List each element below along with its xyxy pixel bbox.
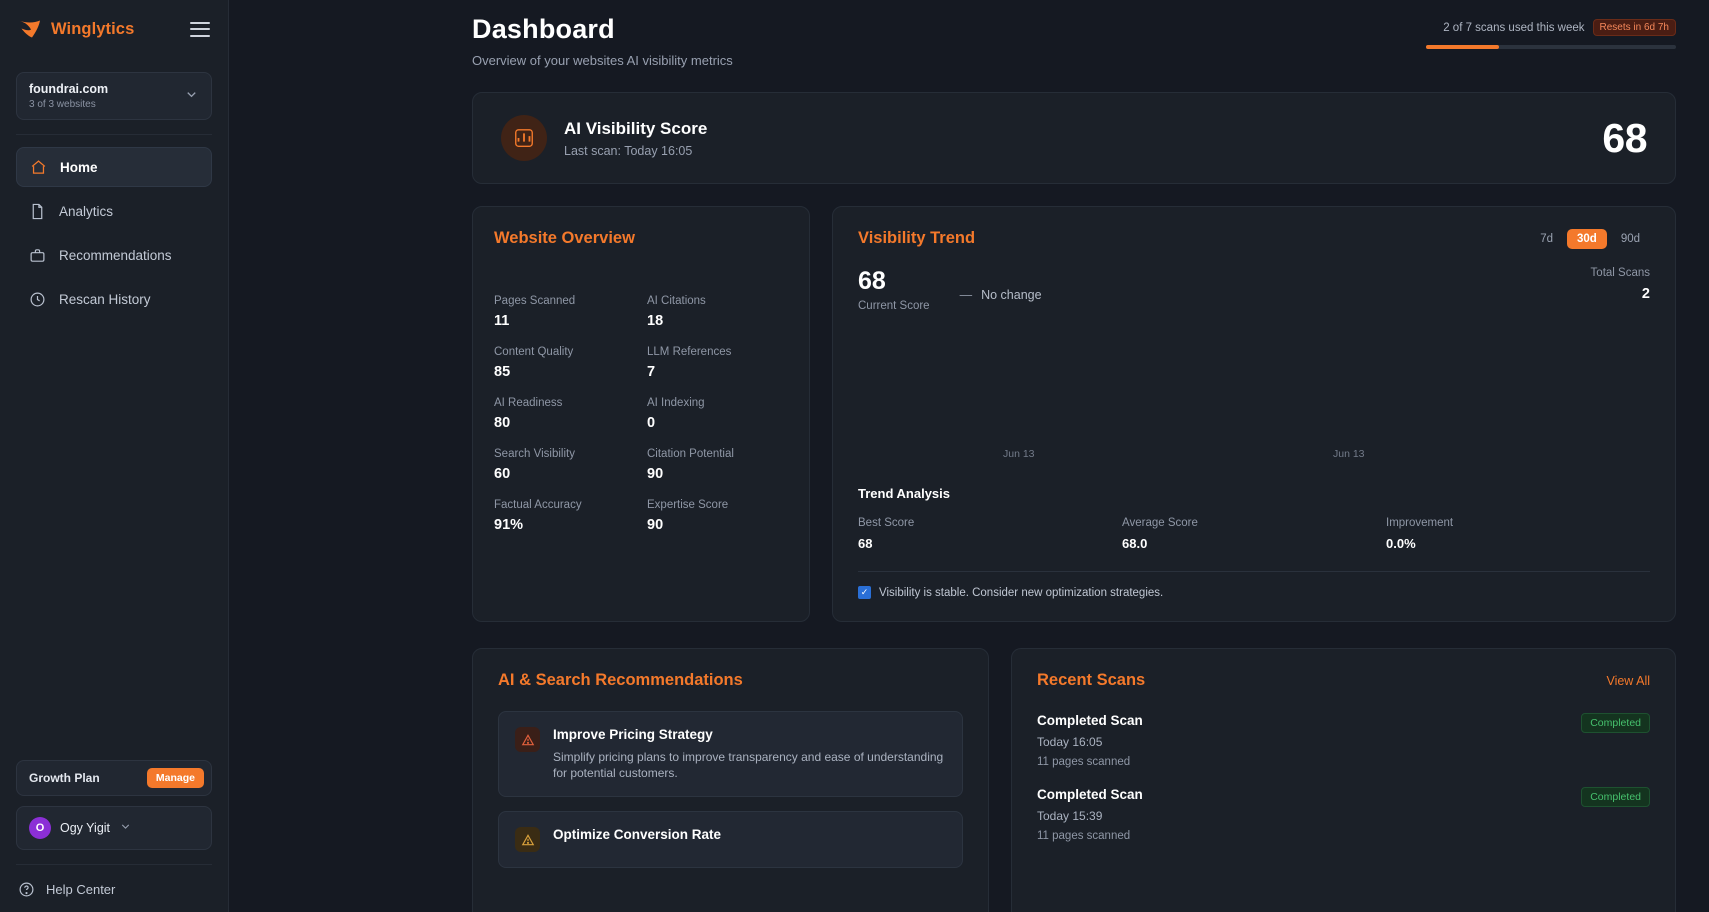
chevron-down-icon [119,820,132,836]
menu-toggle-icon[interactable] [190,22,210,37]
sidebar-item-label-home: Home [60,159,98,175]
sidebar-footer [0,760,228,912]
scan-row[interactable] [1037,787,1650,842]
clock-icon [29,291,46,308]
recommendations-card [472,648,989,912]
ta-label: Best Score [858,517,915,529]
trend-analysis-title: Trend Analysis [858,486,950,501]
trend-best-score [858,517,1122,551]
scan-row[interactable] [1037,713,1650,768]
help-center-link[interactable] [16,865,212,898]
score-title: AI Visibility Score [564,118,708,138]
bar-chart-icon [501,115,547,161]
website-overview-card [472,206,810,622]
sidebar-item-label-analytics: Analytics [59,203,114,219]
scan-title: Completed Scan [1037,787,1143,802]
metric-label: Expertise Score [647,499,729,511]
scan-quota [1426,19,1676,49]
range-tab-30d[interactable]: 30d [1567,229,1607,249]
website-count: 3 of 3 websites [29,99,96,110]
metric-label: Citation Potential [647,448,734,460]
home-icon [30,159,47,176]
metric-ai-indexing [647,397,788,431]
ta-value: 68 [858,536,873,551]
metric-citation-potential [647,448,788,482]
recent-scans-title: Recent Scans [1037,671,1146,689]
metric-value: 18 [647,313,664,329]
chevron-down-icon [184,87,199,105]
sidebar-header [0,0,228,58]
manage-plan-button[interactable]: Manage [147,768,204,788]
alert-triangle-icon [515,727,540,752]
trend-note-text: Visibility is stable. Consider new optimization strategies. [879,586,1164,599]
user-name: Ogy Yigit [60,821,111,835]
score-last-scan: Last scan: Today 16:05 [564,143,693,158]
scan-time: Today 15:39 [1037,809,1103,823]
scan-quota-bar-fill [1426,45,1499,49]
total-scans-value: 2 [1641,286,1650,302]
metric-pages-scanned [494,295,635,329]
page-title: Dashboard [472,14,615,44]
visibility-trend-title: Visibility Trend [858,229,976,247]
metric-value: 7 [647,364,656,380]
recommendation-desc: Simplify pricing plans to improve transparency and ease of understanding for potential customers. [553,750,944,780]
recommendation-item[interactable] [498,711,963,797]
sidebar-item-label-recommendations: Recommendations [59,247,172,263]
sidebar-nav [0,147,228,319]
dash-icon: — [959,288,973,302]
page-header [229,0,1709,68]
trend-note [858,586,1650,599]
ta-label: Improvement [1386,517,1454,529]
metric-value: 60 [494,466,511,482]
plan-row [16,760,212,796]
avatar: O [29,817,51,839]
plan-label: Growth Plan [29,771,100,785]
metric-ai-citations [647,295,788,329]
dashboard-row-middle [472,206,1676,622]
metric-ai-readiness [494,397,635,431]
website-overview-title: Website Overview [494,229,635,247]
trend-current-label: Current Score [858,300,930,312]
metric-value: 90 [647,517,664,533]
range-tabs [1530,229,1650,249]
status-badge: Completed [1581,713,1650,733]
recommendation-item[interactable] [498,811,963,868]
sidebar-item-recommendations[interactable] [16,235,212,275]
help-circle-icon [18,881,35,898]
winglytics-logo-icon [18,17,42,41]
website-overview-metrics [494,295,788,533]
document-chart-icon [29,203,46,220]
scan-title: Completed Scan [1037,713,1143,728]
total-scans-label: Total Scans [1590,267,1650,279]
recommendations-title: AI & Search Recommendations [498,671,743,689]
page-subtitle: Overview of your websites AI visibility metrics [472,53,733,68]
website-selector[interactable] [16,72,212,120]
trend-average-score [1122,517,1386,551]
sidebar [0,0,229,912]
help-center-label: Help Center [46,882,116,897]
metric-value: 80 [494,415,511,431]
scan-pages: 11 pages scanned [1037,756,1131,768]
briefcase-icon [29,247,46,264]
metric-expertise-score [647,499,788,533]
metric-label: Pages Scanned [494,295,576,307]
x-tick-2: Jun 13 [1333,448,1365,460]
dashboard-body [472,92,1676,912]
selected-website-name: foundrai.com [29,82,109,96]
sidebar-item-rescan-history[interactable] [16,279,212,319]
ta-value: 68.0 [1122,536,1148,551]
dashboard-row-bottom [472,648,1676,912]
metric-label: AI Citations [647,295,706,307]
metric-factual-accuracy [494,499,635,533]
metric-label: AI Readiness [494,397,563,409]
trend-improvement [1386,517,1650,551]
scan-pages: 11 pages scanned [1037,830,1131,842]
sidebar-item-label-rescan-history: Rescan History [59,291,151,307]
metric-content-quality [494,346,635,380]
metric-llm-references [647,346,788,380]
metric-search-visibility [494,448,635,482]
ta-label: Average Score [1122,517,1198,529]
brand-name: Winglytics [51,19,135,38]
range-tab-90d[interactable]: 90d [1620,233,1640,245]
ta-value: 0.0% [1386,536,1416,551]
metric-label: AI Indexing [647,397,705,409]
total-scans [1591,267,1650,302]
metric-value: 0 [647,415,656,431]
score-value: 68 [1602,114,1647,161]
alert-triangle-icon [515,827,540,852]
ai-visibility-score-card [472,92,1676,184]
sidebar-item-analytics[interactable] [16,191,212,231]
x-tick-1: Jun 13 [1003,448,1035,460]
recommendation-title: Improve Pricing Strategy [553,727,713,742]
metric-label: Factual Accuracy [494,499,582,511]
trend-change-label: No change [981,288,1042,302]
trend-separator [858,571,1650,572]
scan-quota-text: 2 of 7 scans used this week [1443,21,1585,34]
scan-quota-bar [1426,45,1676,49]
sidebar-item-home[interactable] [16,147,212,187]
metric-value: 85 [494,364,511,380]
status-badge: Completed [1581,787,1650,807]
metric-label: Search Visibility [494,448,575,460]
trend-current-score: 68 [858,267,886,295]
range-tab-7d[interactable]: 7d [1540,233,1553,245]
view-all-scans-link[interactable]: View All [1606,673,1650,688]
metric-value: 90 [647,466,664,482]
trend-change [960,278,1042,312]
recent-scans-card [1011,648,1676,912]
scan-time: Today 16:05 [1037,735,1103,749]
sidebar-divider [16,134,212,135]
metric-label: LLM References [647,346,732,358]
metric-value: 91% [494,517,524,533]
brand [18,17,134,41]
visibility-trend-chart [858,340,1650,460]
visibility-trend-card [832,206,1676,622]
trend-analysis-grid [858,517,1650,551]
metric-value: 11 [494,313,510,329]
quota-reset-badge: Resets in 6d 7h [1593,19,1677,36]
info-note-icon: ✓ [858,586,871,599]
recommendation-title: Optimize Conversion Rate [553,827,722,842]
metric-label: Content Quality [494,346,574,358]
user-menu[interactable] [16,806,212,850]
main-content [229,0,1709,912]
